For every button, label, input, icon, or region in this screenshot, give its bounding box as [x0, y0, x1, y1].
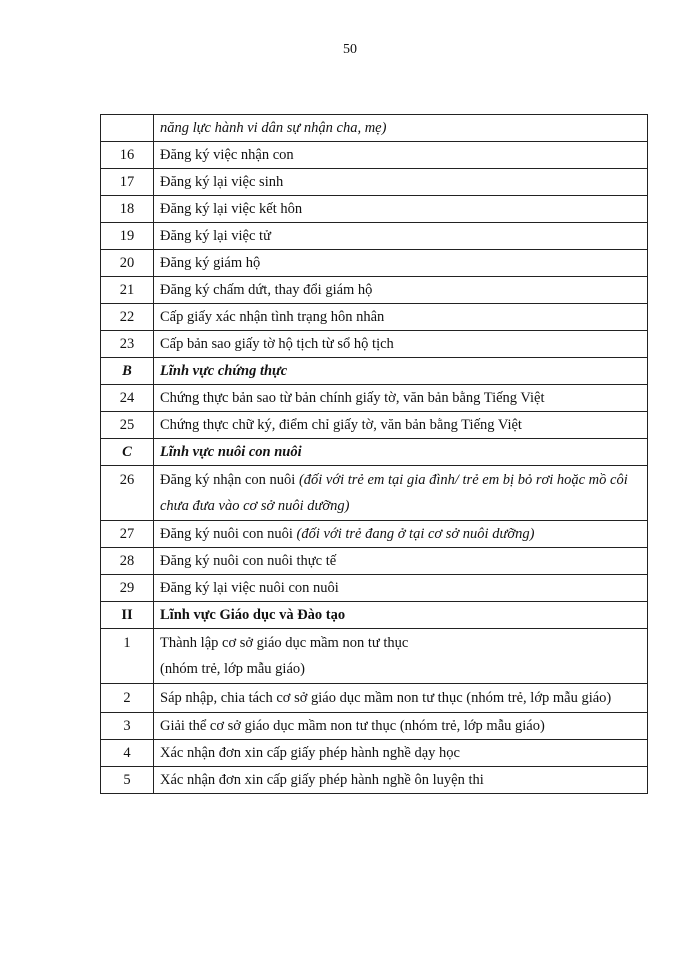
- table-row: [101, 521, 648, 548]
- row-text: Chứng thực bản sao từ bản chính giấy tờ, văn bản bằng Tiếng Việt: [160, 390, 545, 406]
- row-description: [154, 740, 648, 767]
- table-row: [101, 277, 648, 304]
- table-row: [101, 331, 648, 358]
- table-row: [101, 466, 648, 521]
- row-text: Xác nhận đơn xin cấp giấy phép hành nghề ôn luyện thi: [160, 772, 484, 788]
- row-description: [154, 548, 648, 575]
- row-description: [154, 466, 648, 521]
- row-text: Xác nhận đơn xin cấp giấy phép hành nghề dạy học: [160, 745, 460, 761]
- row-text: Thành lập cơ sở giáo dục mầm non tư thục (nhóm trẻ, lớp mẫu giáo): [160, 635, 409, 677]
- table-row: [101, 767, 648, 794]
- row-text: Lĩnh vực nuôi con nuôi: [160, 444, 302, 460]
- row-description: [154, 250, 648, 277]
- row-description: [154, 115, 648, 142]
- table-row: [101, 740, 648, 767]
- row-text: Giải thể cơ sở giáo dục mầm non tư thục (nhóm trẻ, lớp mẫu giáo): [160, 718, 545, 734]
- row-text: Đăng ký nuôi con nuôi thực tế: [160, 553, 337, 569]
- row-text: Lĩnh vực Giáo dục và Đào tạo: [160, 607, 346, 623]
- row-description: [154, 602, 648, 629]
- table-row: [101, 196, 648, 223]
- procedure-table: [100, 114, 648, 794]
- procedure-table-body: [101, 115, 648, 794]
- row-text: Đăng ký lại việc kết hôn: [160, 201, 303, 217]
- row-text: Đăng ký lại việc tử: [160, 228, 271, 244]
- row-description: [154, 277, 648, 304]
- row-description: [154, 629, 648, 684]
- row-number: 18: [101, 196, 154, 223]
- table-row: [101, 684, 648, 713]
- table-row: [101, 713, 648, 740]
- row-number: 20: [101, 250, 154, 277]
- row-number: 19: [101, 223, 154, 250]
- row-number: 16: [101, 142, 154, 169]
- table-row: [101, 142, 648, 169]
- row-number: C: [101, 439, 154, 466]
- row-text: Sáp nhập, chia tách cơ sở giáo dục mầm non tư thục (nhóm trẻ, lớp mẫu giáo): [160, 690, 612, 706]
- row-number: 28: [101, 548, 154, 575]
- row-number: 4: [101, 740, 154, 767]
- row-number: II: [101, 602, 154, 629]
- table-row: [101, 548, 648, 575]
- row-text: Đăng ký nhận con nuôi: [160, 472, 299, 488]
- table-row: [101, 602, 648, 629]
- row-description: [154, 142, 648, 169]
- row-description: [154, 713, 648, 740]
- row-description: [154, 196, 648, 223]
- row-text: năng lực hành vi dân sự nhận cha, mẹ): [160, 120, 387, 136]
- row-number: 26: [101, 466, 154, 521]
- row-description: [154, 575, 648, 602]
- table-row: [101, 358, 648, 385]
- row-text: Chứng thực chữ ký, điểm chỉ giấy tờ, văn bản bằng Tiếng Việt: [160, 417, 522, 433]
- table-row: [101, 115, 648, 142]
- row-number: B: [101, 358, 154, 385]
- row-description: [154, 331, 648, 358]
- row-description: [154, 439, 648, 466]
- table-row: [101, 385, 648, 412]
- row-number: 1: [101, 629, 154, 684]
- page-number: 50: [343, 42, 357, 57]
- row-description: [154, 521, 648, 548]
- row-text: Cấp bản sao giấy tờ hộ tịch từ sổ hộ tịch: [160, 336, 394, 352]
- row-number: 17: [101, 169, 154, 196]
- row-number: 21: [101, 277, 154, 304]
- row-number: 27: [101, 521, 154, 548]
- table-row: [101, 575, 648, 602]
- row-number: 22: [101, 304, 154, 331]
- table-row: [101, 169, 648, 196]
- row-number: 5: [101, 767, 154, 794]
- row-text: Đăng ký chấm dứt, thay đổi giám hộ: [160, 282, 373, 298]
- row-text: Đăng ký việc nhận con: [160, 147, 294, 163]
- row-number: 24: [101, 385, 154, 412]
- row-text: Đăng ký lại việc nuôi con nuôi: [160, 580, 339, 596]
- row-note: (đối với trẻ đang ở tại cơ sở nuôi dưỡng): [296, 526, 535, 542]
- row-description: [154, 684, 648, 713]
- row-description: [154, 767, 648, 794]
- table-row: [101, 223, 648, 250]
- row-description: [154, 304, 648, 331]
- row-number: 3: [101, 713, 154, 740]
- row-text: Cấp giấy xác nhận tình trạng hôn nhân: [160, 309, 385, 325]
- table-row: [101, 412, 648, 439]
- row-number: 23: [101, 331, 154, 358]
- row-text: Lĩnh vực chứng thực: [160, 363, 288, 379]
- row-description: [154, 169, 648, 196]
- table-row: [101, 439, 648, 466]
- table-row: [101, 304, 648, 331]
- row-description: [154, 223, 648, 250]
- row-description: [154, 412, 648, 439]
- row-number: [101, 115, 154, 142]
- table-row: [101, 250, 648, 277]
- row-number: 25: [101, 412, 154, 439]
- row-note: (đối với trẻ em tại gia đình/ trẻ em bị bỏ rơi hoặc mồ côi chưa đưa vào cơ sở nuôi dưỡng): [160, 472, 628, 514]
- row-number: 29: [101, 575, 154, 602]
- row-number: 2: [101, 684, 154, 713]
- table-row: [101, 629, 648, 684]
- row-description: [154, 358, 648, 385]
- row-text: Đăng ký lại việc sinh: [160, 174, 284, 190]
- row-description: [154, 385, 648, 412]
- row-text: Đăng ký giám hộ: [160, 255, 261, 271]
- row-text: Đăng ký nuôi con nuôi: [160, 526, 297, 542]
